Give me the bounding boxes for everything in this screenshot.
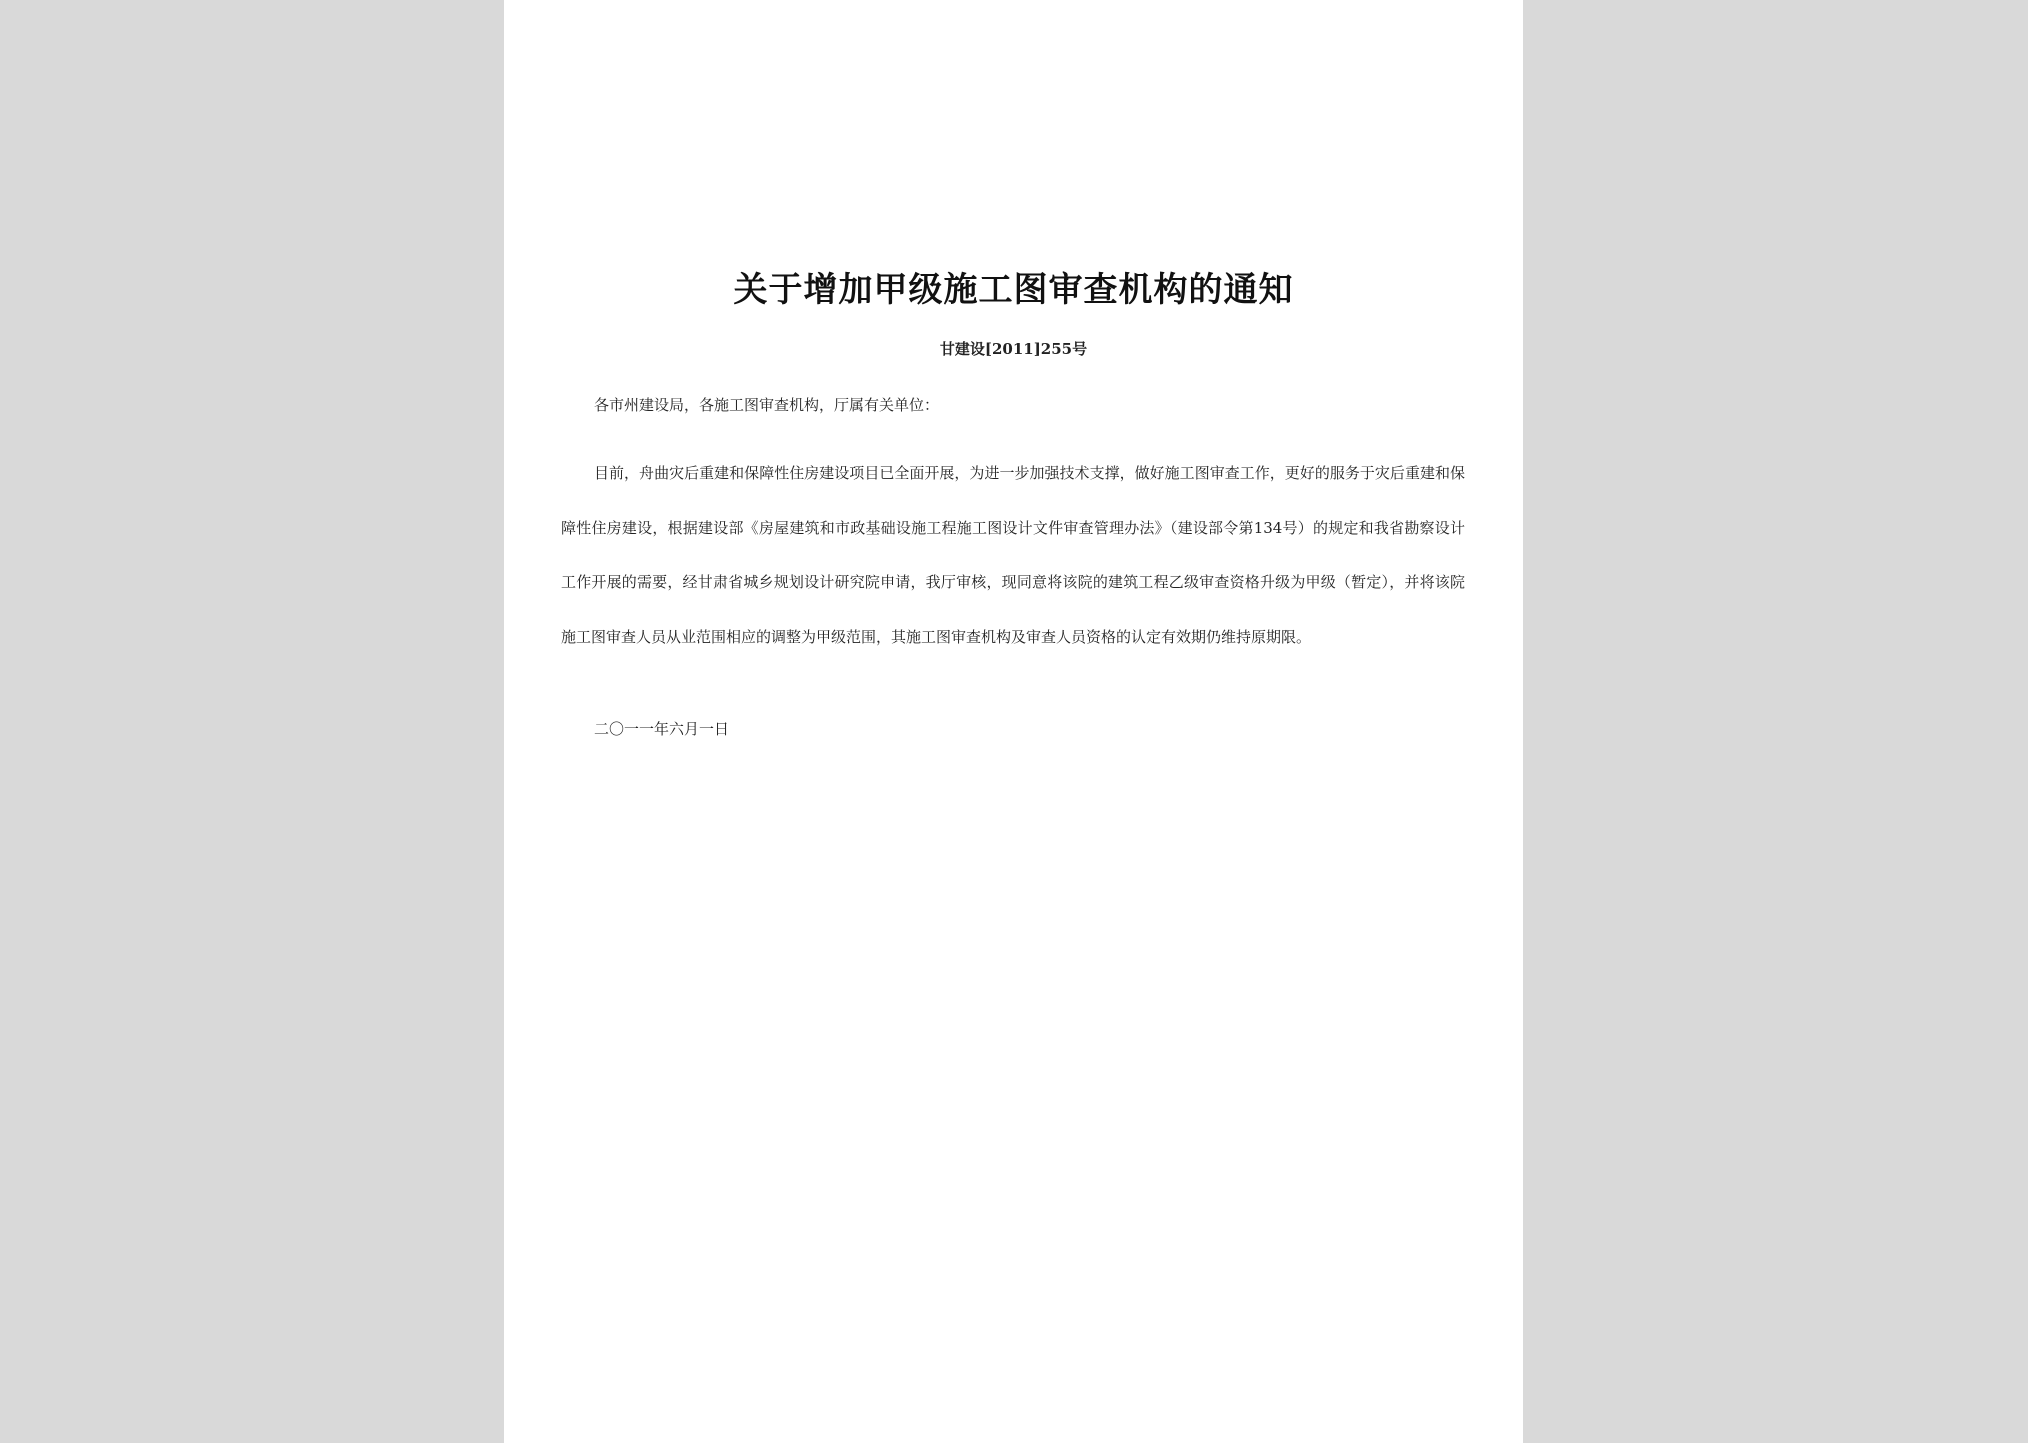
body-paragraph: 目前，舟曲灾后重建和保障性住房建设项目已全面开展，为进一步加强技术支撑，做好施工图审查工作，更好的服务于灾后重建和保障性住房建设，根据建设部《房屋建筑和市政基础设施工程施工图设计文件审查管理办法》（建设部令第134号）的规定和我省勘察设计工作开展的需要，经甘肃省城乡规划设计研究院申请，我厅审核，现同意将该院的建筑工程乙级审查资格升级为甲级（暂定），并将该院施工图审查人员从业范围相应的调整为甲级范围，其施工图审查机构及审查人员资格的认定有效期仍维持原期限。: [561, 464, 1465, 646]
document-number: 甘建设[2011]255号: [939, 340, 1088, 358]
document-page: [504, 0, 1523, 1443]
document-date: 二〇一一年六月一日: [594, 720, 730, 738]
document-title: 关于增加甲级施工图审查机构的通知: [733, 270, 1294, 310]
salutation: 各市州建设局，各施工图审查机构，厅属有关单位：: [594, 396, 940, 414]
